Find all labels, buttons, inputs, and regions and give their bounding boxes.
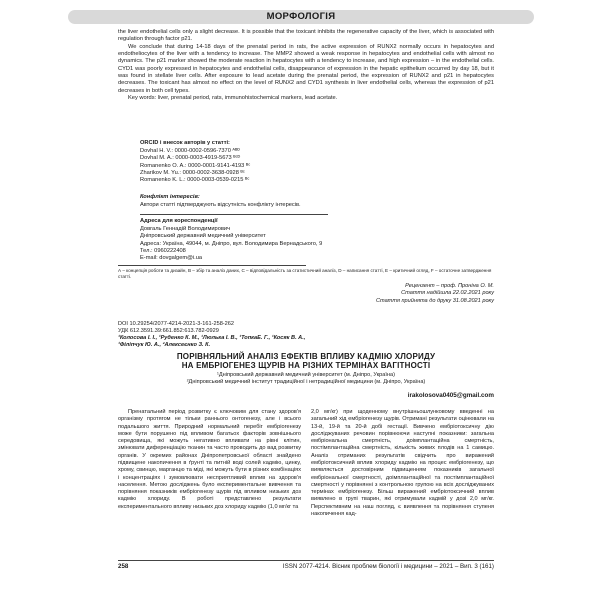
affiliation: ¹Дніпровський державний медичний університет (м. Дніпро, Україна): [217, 372, 395, 378]
orcid-entry: Romanenko O. A.: 0000-0001-9141-4193 ᴮᶜ: [140, 162, 251, 169]
contribution-legend: А – концепція роботи та дизайн, B – збір та аналіз даних, C – відповідальність за статистичний аналіз, D – написання статті, E – критичний огляд, F – остаточне затвердження статті.: [118, 268, 492, 280]
keywords: Key words: liver, prenatal period, rats, immunohistochemical markers, lead acetate.: [128, 95, 338, 102]
orcid-entry: Zharikov M. Yu.: 0000-0002-3638-0928 ᴮᶜ: [140, 170, 245, 177]
correspondence-line: Тел.: 0960222408: [140, 248, 186, 255]
divider: [140, 214, 328, 215]
orcid-entry: Dovhal H. V.: 0000-0002-0596-7370 ᴬᴮᴰ: [140, 148, 240, 154]
orcid-entry: Romanenko K. L.: 0000-0003-0539-0215 ᴮᶜ: [140, 177, 250, 184]
accepted-date: Стаття прийнята до друку 31.08.2021 року: [375, 297, 494, 304]
correspondence-line: Дніпровський державний медичний університет: [140, 233, 266, 240]
abstract-tail: [118, 29, 494, 102]
correspondence-line: Адреса: Україна, 49044, м. Дніпро, вул. Володимира Вернадського, 9: [140, 240, 323, 247]
udc: УДК 612.3591.39:661.852:613.782-0929: [118, 328, 219, 334]
orcid-entry: Dovhal M. A.: 0000-0003-4919-5673 ᴮᶜᴰ: [140, 155, 241, 162]
conflict-heading: Конфлікт інтересів:: [140, 194, 200, 200]
abstract-paragraph: the liver endothelial cells only a slight decrease. It is possible that the toxicant inhibits the regenerative capacity of the liver, which is associated with regulation through factor p21.: [118, 29, 494, 43]
author-email: irakolosova0405@gmail.com: [407, 392, 494, 399]
orcid-list: [140, 148, 250, 185]
affiliation: ²Дніпровський медичний інститут традиційної і нетрадиційної медицини (м. Дніпро, Україна): [186, 379, 426, 385]
reviewer: Рецензент – проф. Проніна О. М.: [405, 283, 494, 289]
body-column-left: Пренатальний період розвитку є ключовим для стану здоров'я організму протягом не тільки раннього онтогенезу, але і всього подальшого життя. Природний нормальний перебіг ембріогенезу може бути порушено під впливом багатьох факторів зовнішнього середовища, які можуть негативно впливати на рівні клітин, змінювати диференціацію тканин та часто проводить до вад розвитку органів. У окремих районах Дніпропетровської області знайдено підвищене накопичення в ґрунті та питній воді солей кадмію, цинку, хрому, свинцю, марганцю та міді, які можуть бути в різних комбінаціях і концентраціях і зумовлювати несприятливий вплив на здоров'я населення. Метою досліджень було експериментальне вивчення та порівняння показників ембріогенезу щурів під впливом низьких доз кадмію хлориду. В роботі представлено результати експериментального впливу низьких доз хлориду кадмію (1,0 мг/кг та: [118, 409, 301, 510]
orcid-heading: ORCID і внесок авторів у статті:: [140, 140, 230, 146]
received-date: Стаття надійшла 22.02.2021 року: [401, 290, 494, 297]
body-column-right: 2,0 мг/кг) при щоденному внутрішньошлунковому введенні на загальний хід ембріогенезу щурів. Отримані результати оцінювали на 13-й, 19-й та 20-й добі гестації. Вивчено ембріотоксичну дію досліджуваних речовин порівнюючи наступні показники: загальна ембріональна смертність, доімплантаційна смертність, постімплантаційна смертність, кількість живих плодів на 1 самицю. Аналіз отриманих результатів свідчить про виражений ембріотоксичний вплив хлориду кадмію на процес ембріогенезу, що виявляється достовірним підвищенням показників загальної ембріональної смертності, доімплантаційної та постімплантаційної смертності у порівнянні з контрольною групою на всіх досліджуваних термінах ембріогенезу. Більш виражений ембріотоксичний вплив виявлено в групі тварин, які отримували кадмій у дозі 2,0 мг/кг. Перспективним на наш погляд, є виявлення та порівняння ступеня накопичення кад-: [311, 409, 494, 517]
footer-rule: [118, 560, 494, 561]
correspondence-line: Довгаль Геннадій Володимирович: [140, 226, 231, 232]
authors: ¹Колосова І. І., ¹Руденко К. М., ¹Люлька І. В., ¹ТопкаЕ. Г., ¹Косяк В. А.,: [118, 335, 306, 341]
divider: [118, 265, 306, 266]
authors: ¹Філіпчук Ю. А., ²Алексеєнко З. К.: [118, 342, 211, 348]
article-title: ПОРІВНЯЛЬНИЙ АНАЛІЗ ЕФЕКТІВ ВПЛИВУ КАДМІЮ ХЛОРИДУ: [176, 352, 436, 361]
journal-info: ISSN 2077-4214. Вісник проблем біології і медицини – 2021 – Вип. 3 (161): [282, 563, 494, 570]
page-number: 258: [118, 563, 129, 570]
correspondence-block: [140, 226, 322, 263]
correspondence-heading: Адреса для кореспонденції: [140, 218, 218, 224]
section-header: МОРФОЛОГІЯ: [68, 10, 534, 24]
doi: DOI 10.29254/2077-4214-2021-3-161-258-262: [118, 321, 235, 327]
conflict-text: Автори статті підтверджують відсутність конфлікту інтересів.: [140, 202, 301, 208]
abstract-paragraph: We conclude that during 14-18 days of the prenatal period in rats, the active expression of RUNX2 normally occurs in hepatocytes and endotheliocytes of the liver with a tendency to increase. The MMP2 showed a weak response in hepatocytes and endothelial cells with almost no dynamics. The p21 marker showed the moderate reaction in hepatocytes with a tendency to increase, and high expression – in the endothelial cells. CYD1 was poorly expressed in hepatocytes and endothelial cells, disappearance of expression in the hepatic epithelium occurred by day 18, but it was found in stellate liver cells. After exposure to lead acetate during the prenatal period, the expression of RUNX2 and p21 in hepatocytes decreases. The toxicant has almost no effect on the level of RUNX2 and CYD1 synthesis in liver endothelial cells, whereas the expression of p21 decreases in both cell types.: [118, 43, 494, 94]
review-block: [376, 283, 494, 305]
article-title: НА ЕМБРІОГЕНЕЗ ЩУРІВ НА РІЗНИХ ТЕРМІНАХ ВАГІТНОСТІ: [181, 361, 431, 370]
correspondence-line: E-mail: dovgalgem@i.ua: [140, 255, 203, 262]
